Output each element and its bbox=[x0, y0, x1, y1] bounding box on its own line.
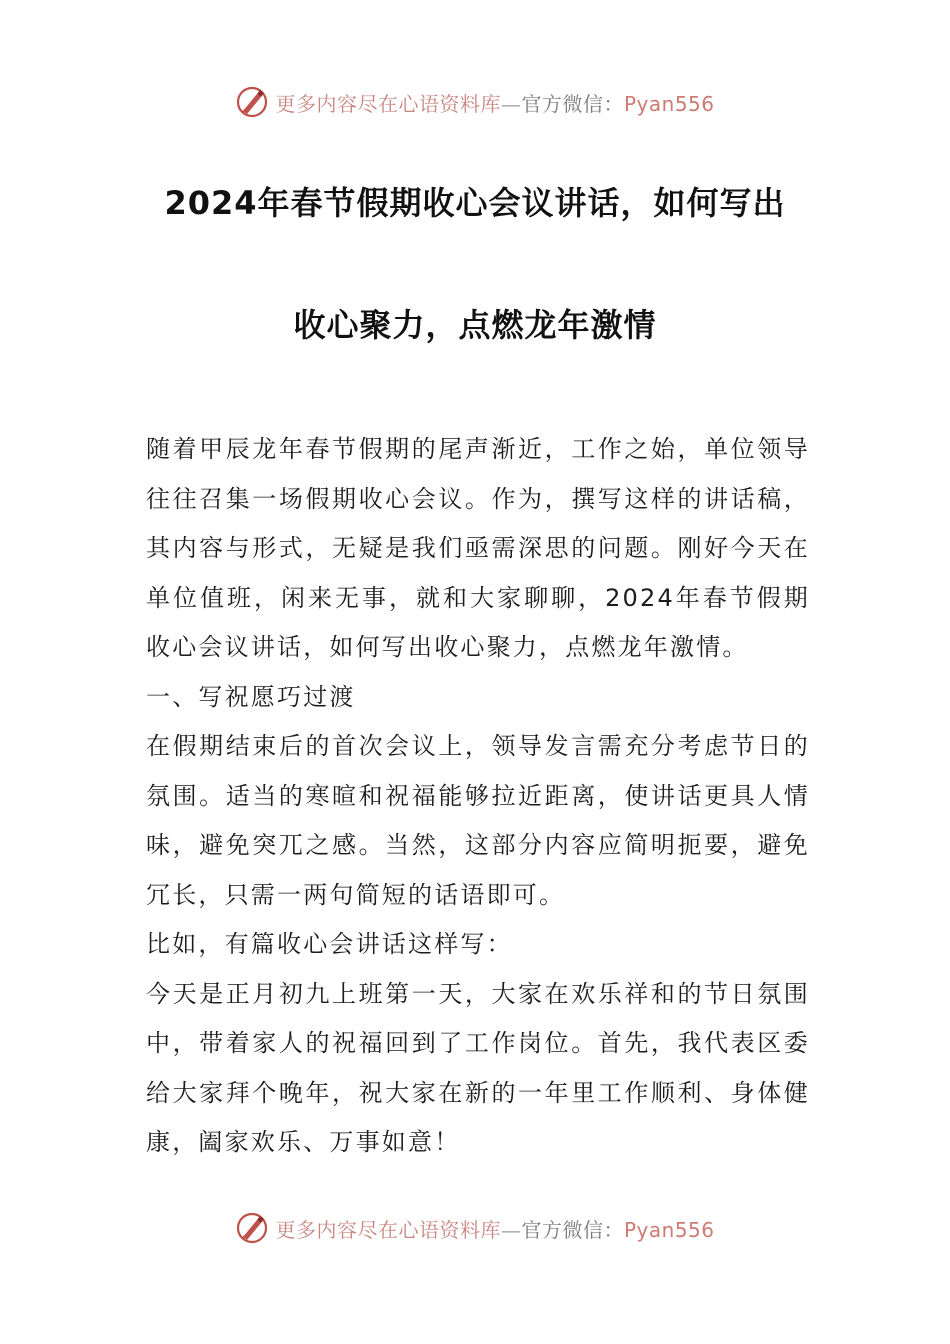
pen-logo-icon bbox=[235, 1211, 269, 1245]
paragraph-example-quote: 今天是正月初九上班第一天，大家在欢乐祥和的节日氛围中，带着家人的祝福回到了工作岗位。首先，我代表区委给大家拜个晚年，祝大家在新的一年里工作顺利、身体健康，阖家欢乐、万事如意！ bbox=[146, 979, 810, 1156]
header-banner-wechat-label: 官方微信： bbox=[521, 91, 624, 116]
section-heading-1: 一、写祝愿巧过渡 bbox=[146, 682, 356, 711]
document-title-line-1: 2024年春节假期收心会议讲话，如何写出 bbox=[164, 184, 786, 222]
footer-watermark-banner bbox=[0, 1208, 950, 1248]
footer-banner-wechat-label: 官方微信： bbox=[521, 1217, 624, 1242]
paragraph-example-lead: 比如，有篇收心会讲话这样写： bbox=[146, 930, 513, 958]
header-banner-separator: — bbox=[500, 91, 522, 116]
document-title-line-2: 收心聚力，点燃龙年激情 bbox=[293, 306, 657, 344]
footer-banner-text bbox=[275, 1214, 714, 1243]
footer-banner-separator: — bbox=[500, 1217, 522, 1242]
footer-banner-account-id: Pyan556 bbox=[623, 1217, 715, 1242]
document-body bbox=[146, 425, 810, 1168]
header-watermark-banner bbox=[0, 82, 950, 122]
header-banner-text bbox=[275, 88, 714, 117]
paragraph-intro: 随着甲辰龙年春节假期的尾声渐近，工作之始，单位领导往往召集一场假期收心会议。作为，撰写这样的讲话稿，其内容与形式，无疑是我们亟需深思的问题。刚好今天在单位值班，闲来无事，就和大家聊聊，2024年春节假期收心会议讲话，如何写出收心聚力，点燃龙年激情。 bbox=[146, 435, 810, 661]
paragraph-section-1: 在假期结束后的首次会议上，领导发言需充分考虑节日的氛围。适当的寒暄和祝福能够拉近距离，使讲话更具人情味，避免突兀之感。当然，这部分内容应简明扼要，避免冗长，只需一两句简短的话语即可。 bbox=[146, 732, 810, 909]
pen-logo-icon bbox=[235, 85, 269, 119]
header-banner-main: 更多内容尽在心语资料库 bbox=[275, 91, 501, 116]
footer-banner-main: 更多内容尽在心语资料库 bbox=[275, 1217, 501, 1242]
header-banner-account-id: Pyan556 bbox=[623, 91, 715, 116]
